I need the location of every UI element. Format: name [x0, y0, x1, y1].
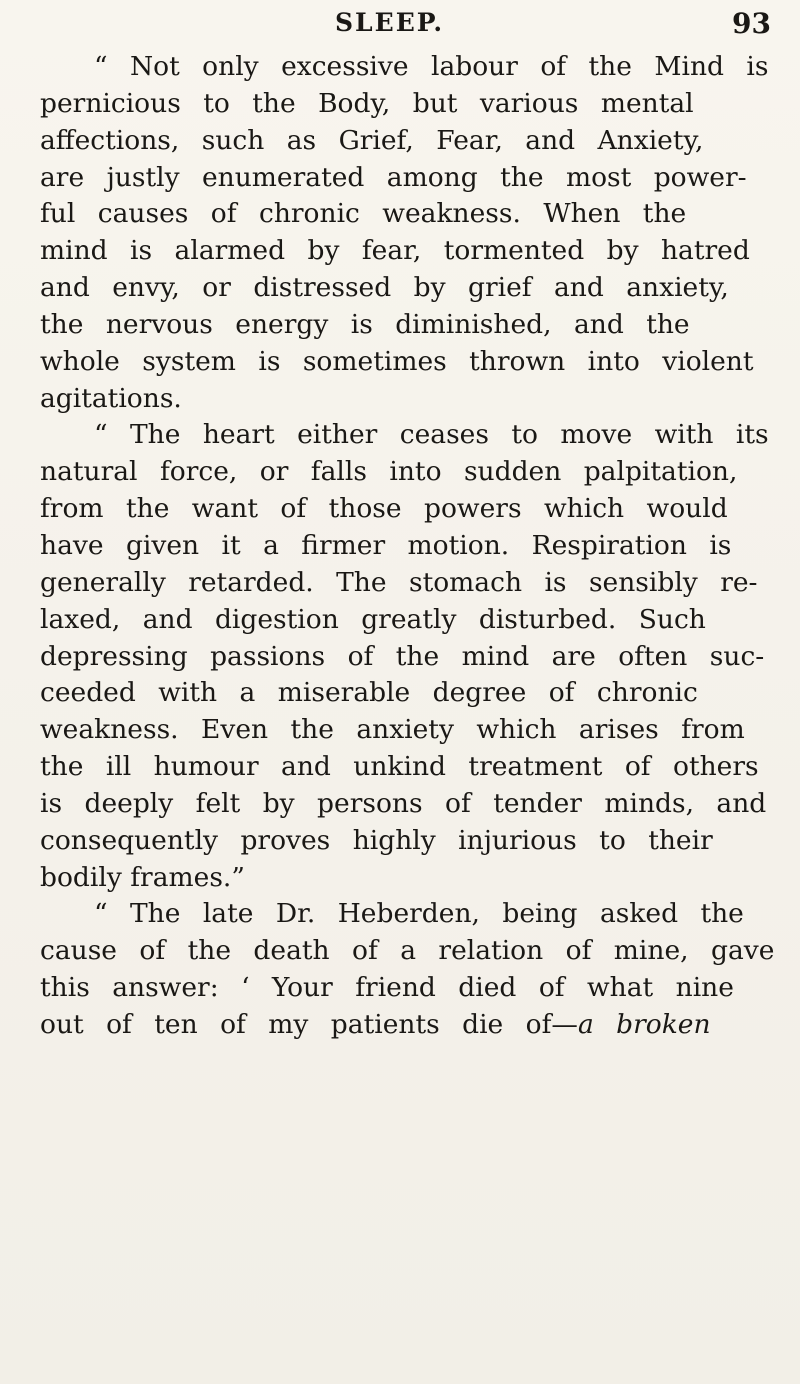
text-line: “ Not only excessive labour of the Mind is	[94, 51, 769, 82]
text-line: agitations.	[40, 382, 182, 414]
page-number: 93	[732, 7, 771, 40]
text-line: “ The heart either ceases to move with its	[94, 419, 769, 451]
paragraph-1	[40, 49, 790, 417]
text-line: affections, such as Grief, Fear, and Anxiety,	[40, 124, 704, 156]
text-line: ceeded with a miserable degree of chronic	[40, 677, 698, 709]
text-line: ful causes of chronic weakness. When the	[40, 198, 687, 230]
text-line: the ill humour and unkind treatment of others	[40, 751, 759, 783]
page-header	[0, 8, 800, 48]
paragraph-3	[40, 896, 790, 1043]
text-line: weakness. Even the anxiety which arises from	[40, 714, 745, 746]
text-line: pernicious to the Body, but various mental	[40, 87, 694, 119]
text-line: mind is alarmed by fear, tormented by hatred	[40, 235, 750, 267]
text-line: and envy, or distressed by grief and anxiety,	[40, 272, 729, 304]
text-line: bodily frames.”	[40, 861, 245, 893]
text-line: the nervous energy is diminished, and the	[40, 308, 690, 340]
text-line: whole system is sometimes thrown into violent	[40, 345, 754, 377]
text-line: have given it a firmer motion. Respiration is	[40, 529, 732, 561]
text-line: consequently proves highly injurious to their	[40, 824, 713, 856]
running-head: SLEEP.	[335, 8, 445, 37]
last-line-italic: a broken	[577, 1008, 711, 1040]
text-line: is deeply felt by persons of tender minds, and	[40, 787, 767, 819]
text-line: from the want of those powers which would	[40, 493, 728, 525]
text-line: depressing passions of the mind are often suc-	[40, 640, 765, 672]
paragraph-2	[40, 417, 790, 896]
text-line-last	[40, 1007, 790, 1044]
text-line: are justly enumerated among the most power-	[40, 161, 747, 193]
text-line: generally retarded. The stomach is sensibly re-	[40, 566, 758, 598]
last-line-roman: out of ten of my patients die of—	[40, 1008, 578, 1040]
text-line: laxed, and digestion greatly disturbed. Such	[40, 603, 706, 635]
text-line: natural force, or falls into sudden palpitation,	[40, 456, 738, 488]
body-text	[40, 49, 790, 1044]
text-line: cause of the death of a relation of mine, gave	[40, 935, 775, 967]
text-line: this answer: ‘ Your friend died of what nine	[40, 972, 734, 1004]
text-line: “ The late Dr. Heberden, being asked the	[94, 898, 744, 930]
